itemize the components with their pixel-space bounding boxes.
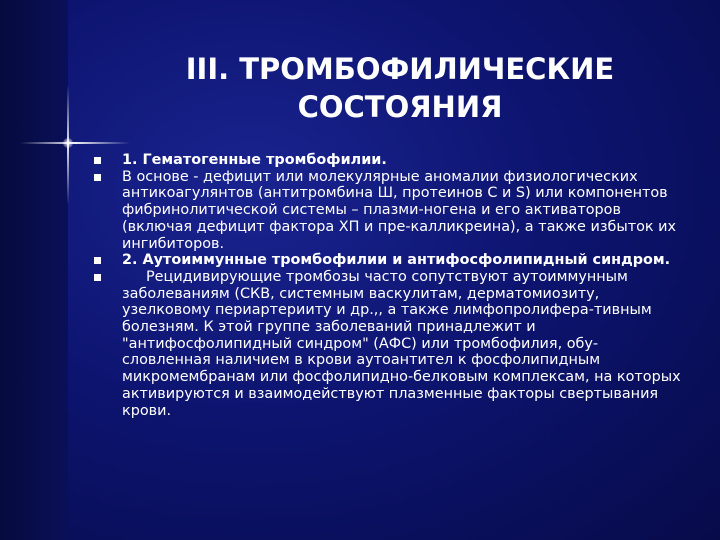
bullet-text: Рецидивирующие тромбозы часто сопутствуют аутоиммунным заболеваниям (СКВ, системным васкулитам, дерматомиозиту, узелковому периартерииту и др.,, а также лимфопролифера-тивным болезням. К этой группе заболеваний принадлежит и "антифосфолипидный синдром" (АФС) или тромбофилия, обу-словленная наличием в крови аутоантител к фосфолипидным микромембранам или фосфолипидно-белковым комплексам, на которых активируются и взаимодействуют плазменные факторы свертывания крови.	[122, 268, 681, 419]
title-line-2: СОСТОЯНИЯ	[297, 90, 503, 124]
square-bullet-icon	[94, 274, 101, 281]
bullet-item-hematogenic-description	[92, 169, 682, 253]
square-bullet-icon	[94, 257, 101, 264]
bullet-list	[92, 152, 682, 419]
slide-title	[120, 50, 680, 126]
sparkle-icon	[63, 138, 73, 148]
bullet-text: 1. Гематогенные тромбофилии.	[122, 152, 387, 168]
bullet-item-autoimmune-heading	[92, 252, 682, 269]
left-band	[0, 0, 68, 540]
bullet-item-hematogenic-heading	[92, 152, 682, 169]
bullet-item-autoimmune-description	[92, 269, 682, 419]
square-bullet-icon	[94, 174, 101, 181]
title-line-1: III. ТРОМБОФИЛИЧЕСКИЕ	[185, 52, 615, 86]
bullet-text: 2. Аутоиммунные тромбофилии и антифосфолипидный синдром.	[122, 252, 671, 269]
sparkle-horizontal-ray	[20, 142, 130, 144]
bullet-text: В основе - дефицит или молекулярные аномалии физиологических антикоагулянтов (антитромбина Ш, протеинов С и S) или компонентов фибринолитической системы – плазми-ногена и его активаторов (включая дефицит фактора ХП и пре-калликреина), а также избыток их ингибиторов.	[122, 168, 677, 252]
square-bullet-icon	[94, 157, 101, 164]
